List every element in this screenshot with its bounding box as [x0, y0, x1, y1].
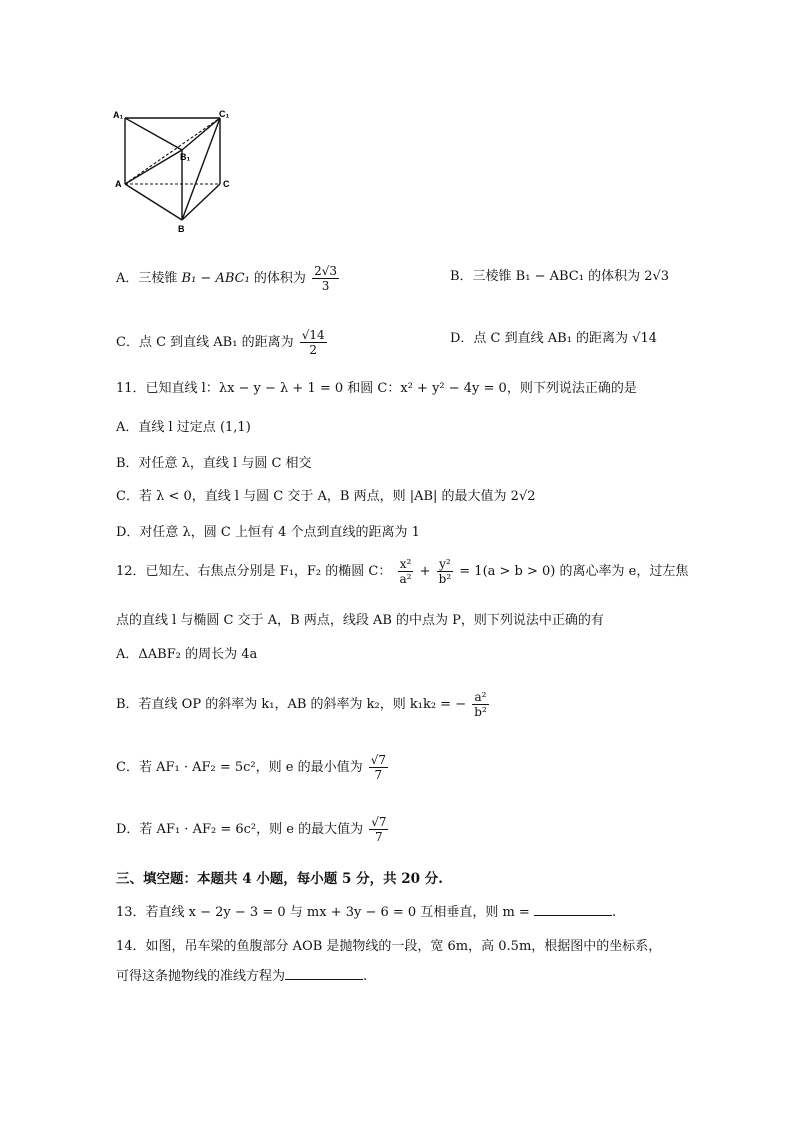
q10-option-c: C．点 C 到直线 AB₁ 的距离为 $\frac{√14}{2}$	[116, 328, 325, 357]
q12-stem-line2: 点的直线 l 与椭圆 C 交于 A，B 两点，线段 AB 的中点为 P，则下列说法中正确的有	[116, 613, 604, 628]
q11-option-c: C．若 λ < 0，直线 l 与圆 C 交于 A，B 两点，则 |AB| 的最大值为 2√2	[116, 489, 536, 504]
q11-option-a: A．直线 l 过定点 (1,1)	[116, 420, 251, 435]
edge-ab	[125, 184, 182, 220]
label-b: B	[178, 224, 185, 234]
q11-option-d: D．对任意 λ，圆 C 上恒有 4 个点到直线的距离为 1	[116, 525, 420, 540]
q13: 13．若直线 x − 2y − 3 = 0 与 mx + 3y − 6 = 0 互相垂直，则 m = .	[116, 905, 617, 920]
q12-option-c: C．若 AF₁ · AF₂ = 5c²，则 e 的最小值为 $\frac{√7}{7}$	[116, 753, 387, 782]
prism-figure	[112, 108, 238, 236]
label-c: C	[223, 179, 230, 189]
q10-option-d: D．点 C 到直线 AB₁ 的距离为 √14	[450, 331, 658, 346]
q14-line2: 可得这条抛物线的准线方程为 .	[116, 969, 368, 984]
edge-bc	[182, 184, 220, 220]
q10-option-a: A．三棱锥 B₁ − ABC₁ 的体积为 $\frac{2√3}{3}$	[116, 264, 337, 293]
q11-stem: 11．已知直线 l：λx − y − λ + 1 = 0 和圆 C：x² + y² − 4y = 0，则下列说法正确的是	[116, 381, 637, 396]
label-c1: C₁	[219, 109, 230, 119]
q11-option-b: B．对任意 λ，直线 l 与圆 C 相交	[116, 456, 312, 471]
q14-line1: 14．如图，吊车梁的鱼腹部分 AOB 是抛物线的一段，宽 6m，高 0.5m，根据图中的坐标系，	[116, 939, 662, 954]
diag-ab1	[125, 150, 182, 184]
q14-answer-blank[interactable]	[285, 967, 363, 980]
diag-ac1	[125, 118, 220, 184]
q12-stem: 12．已知左、右焦点分别是 F₁，F₂ 的椭圆 C： $\frac{\text{x²}}{\text{a²}}$ + $\frac{\text{y²}}{\text{b²}}$ = 1(a > b > 0) 的离心率为 e，过左焦	[116, 557, 689, 586]
prism-diagram	[112, 108, 238, 236]
q12-option-a: A．ΔABF₂ 的周长为 4a	[116, 647, 258, 662]
label-b1: B₁	[180, 152, 191, 162]
label-a: A	[115, 179, 122, 189]
q13-answer-blank[interactable]	[534, 903, 612, 916]
section-3-heading: 三、填空题：本题共 4 小题，每小题 5 分，共 20 分.	[116, 871, 443, 887]
q12-option-b: B．若直线 OP 的斜率为 k₁，AB 的斜率为 k₂，则 k₁k₂ = − $\frac{\text{a²}}{\text{b²}}$	[116, 690, 487, 719]
edge-a1b1	[125, 118, 182, 150]
q12-option-d: D．若 AF₁ · AF₂ = 6c²，则 e 的最大值为 $\frac{√7}{7}$	[116, 815, 387, 844]
q10-option-b: B．三棱锥 B₁ − ABC₁ 的体积为 2√3	[450, 269, 670, 284]
label-a1: A₁	[113, 110, 124, 120]
